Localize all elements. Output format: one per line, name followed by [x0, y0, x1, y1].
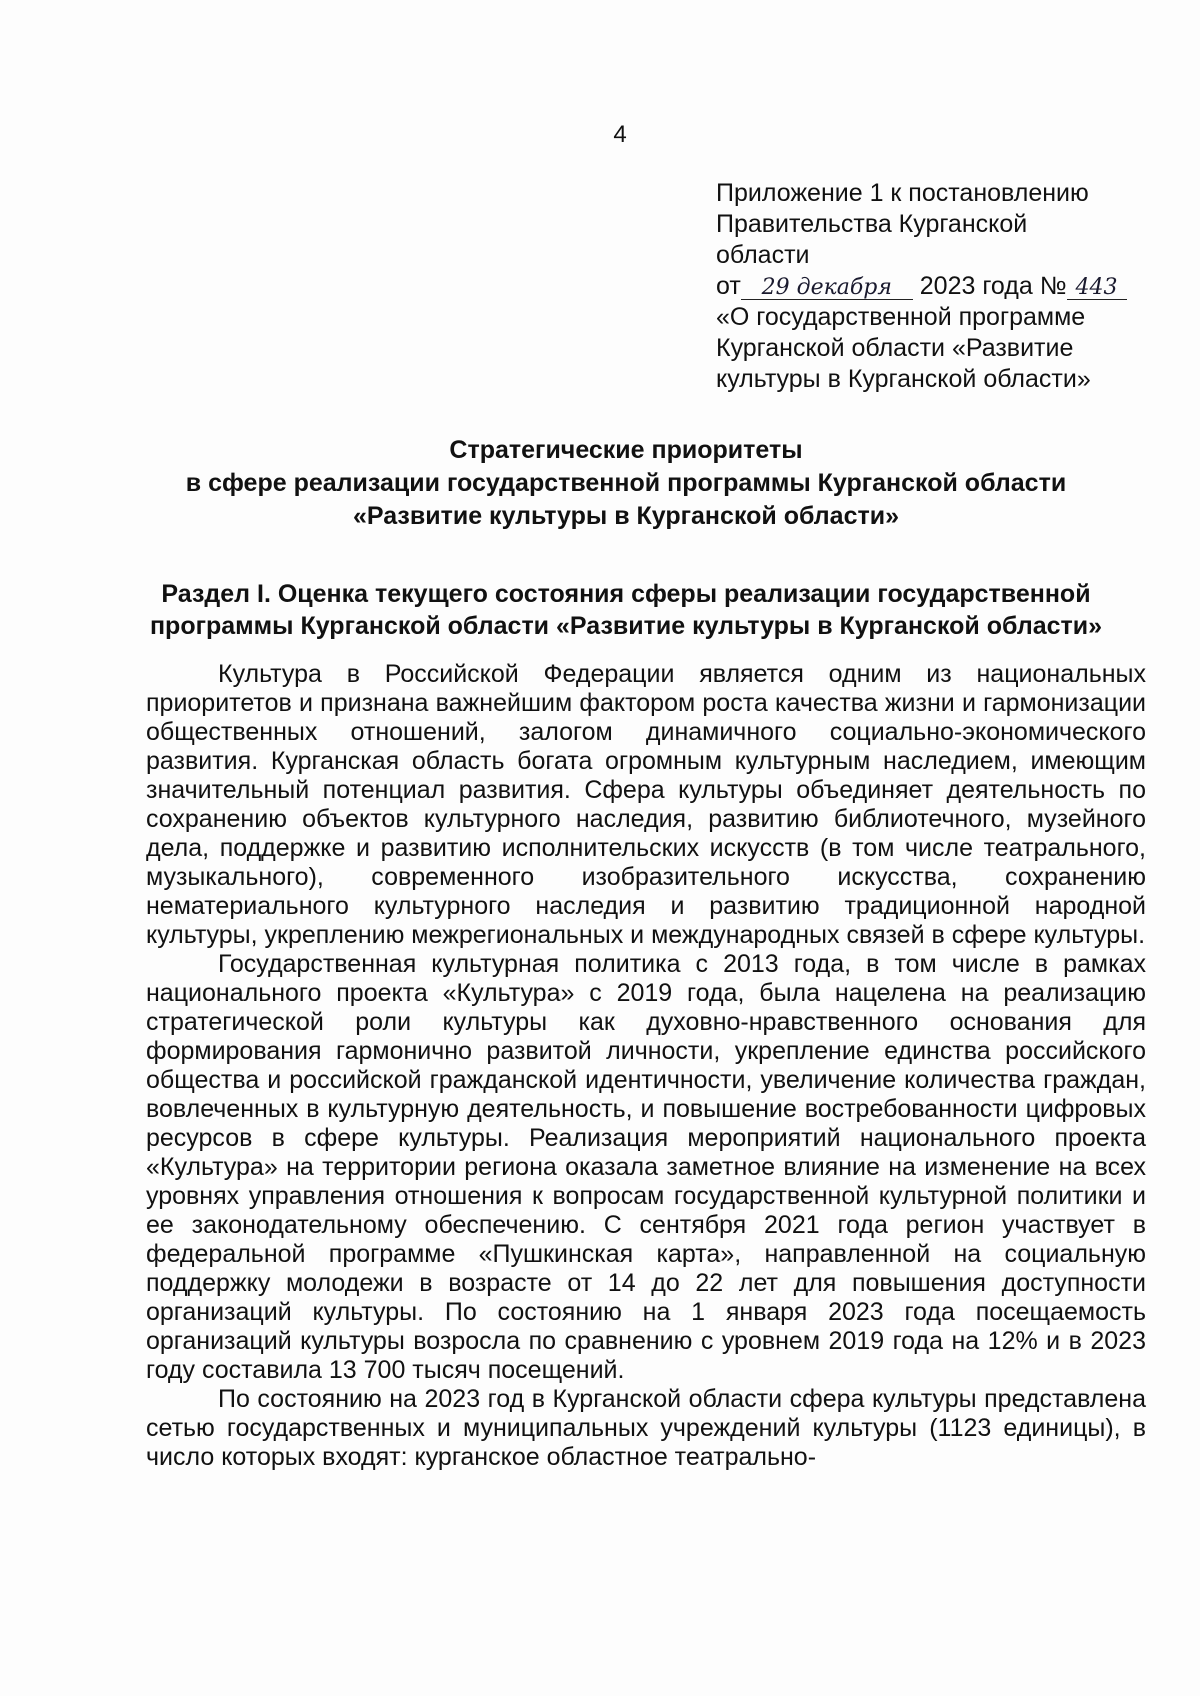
year-text: 2023 года № — [919, 272, 1067, 300]
section-line-1: Раздел I. Оценка текущего состояния сферы реализации государственной — [161, 580, 1091, 608]
title-line-2: в сфере реализации государственной программы Курганской области — [185, 469, 1067, 497]
appendix-line-3: области — [716, 241, 810, 269]
handwritten-date: 29 декабря — [741, 277, 913, 300]
paragraph-1: Культура в Российской Федерации является одним из национальных приоритетов и признана важнейшим фактором роста качества жизни и гармонизации общественных отношений, залогом динамичного социально-экономического развития. Курганская область богата огромным культурным наследием, имеющим значительный потенциал развития. Сфера культуры объединяет деятельность по сохранению объектов культурного наследия, развитию библиотечного, музейного дела, поддержке и развитию исполнительских искусств (в том числе театрального, музыкального), современного изобразительного искусства, сохранению нематериального культурного наследия и развитию традиционной народной культуры, укреплению межрегиональных и международных связей в сфере культуры. — [146, 660, 1146, 949]
handwritten-number: 443 — [1067, 277, 1127, 300]
appendix-line-2: Правительства Курганской — [716, 210, 1028, 238]
appendix-line-6: Курганской области «Развитие — [716, 334, 1074, 362]
page-number: 4 — [613, 121, 627, 148]
paragraph-2: Государственная культурная политика с 2013 года, в том числе в рамках национального проекта «Культура» с 2019 года, была нацелена на реализацию стратегической роли культуры как духовно-нравственного основания для формирования гармонично развитой личности, укрепление единства российского общества и российской гражданской идентичности, увеличение количества граждан, вовлеченных в культурную деятельность, и повышение востребованности цифровых ресурсов в сфере культуры. Реализация мероприятий национального проекта «Культура» на территории региона оказала заметное влияние на изменение на всех уровнях управления отношения к вопросам государственной культурной политики и ее законодательному обеспечению. С сентября 2021 года регион участвует в федеральной программе «Пушкинская карта», направленной на социальную поддержку молодежи в возрасте от 14 до 22 лет для повышения доступности организаций культуры. По состоянию на 1 января 2023 года посещаемость организаций культуры возросла по сравнению с уровнем 2019 года на 12% и в 2023 году составила 13 700 тысяч посещений. — [146, 950, 1146, 1384]
appendix-header — [716, 178, 1156, 395]
section-line-2: программы Курганской области «Развитие культуры в Курганской области» — [149, 612, 1103, 640]
section-heading — [0, 578, 1200, 642]
appendix-line-1: Приложение 1 к постановлению — [716, 179, 1089, 207]
body-text — [146, 660, 1146, 1472]
title-line-3: «Развитие культуры в Курганской области» — [352, 502, 900, 530]
document-title — [0, 434, 1200, 533]
appendix-line-7: культуры в Курганской области» — [716, 365, 1091, 393]
appendix-line-5: «О государственной программе — [716, 303, 1086, 331]
appendix-date-line — [716, 271, 1156, 302]
date-prefix: от — [716, 272, 741, 300]
paragraph-3: По состоянию на 2023 год в Курганской области сфера культуры представлена сетью государственных и муниципальных учреждений культуры (1123 единицы), в число которых входят: курганское областное театрально- — [146, 1385, 1146, 1471]
title-line-1: Стратегические приоритеты — [449, 436, 803, 464]
